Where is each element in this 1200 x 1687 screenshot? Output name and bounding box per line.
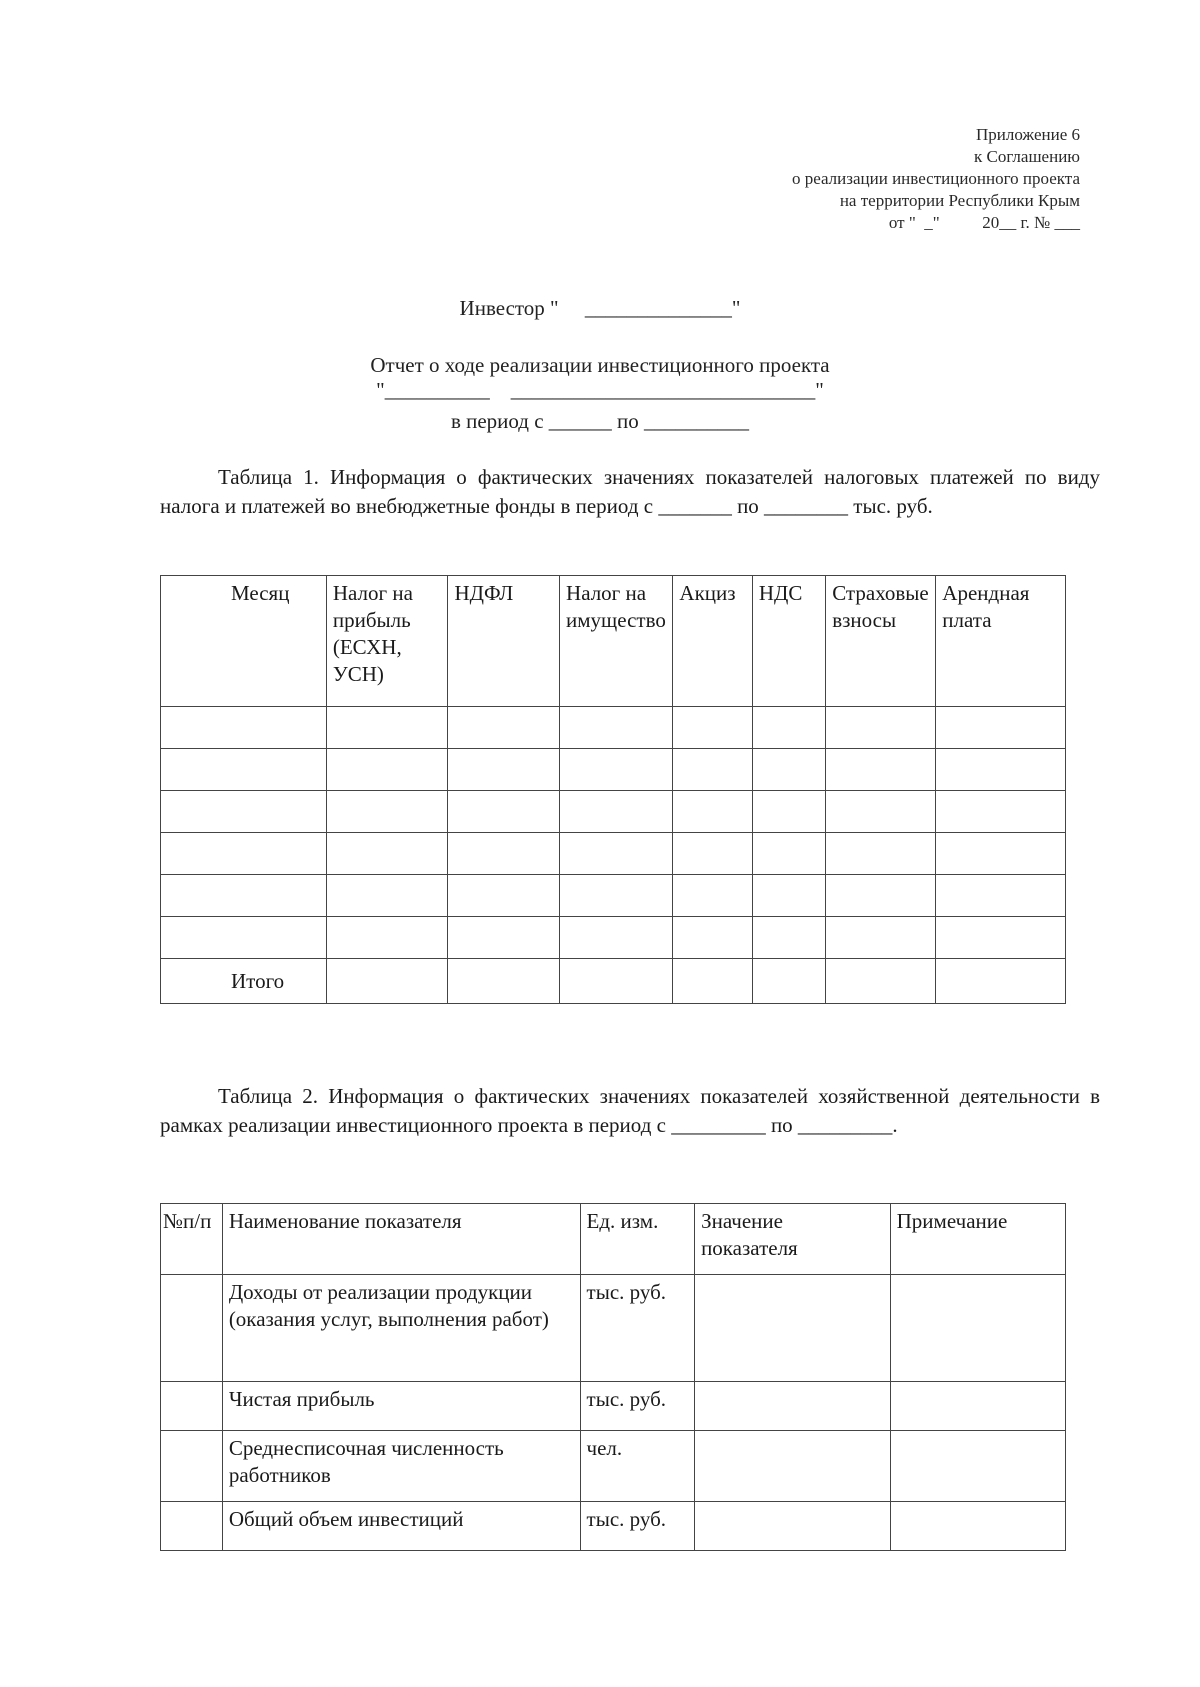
table-row: [161, 1382, 1066, 1431]
appendix-line-4: на территории Республики Крым: [839, 191, 1080, 210]
table-cell: [752, 791, 825, 833]
appendix-line-1: Приложение 6: [976, 125, 1080, 144]
table-cell: [826, 791, 936, 833]
tax-payments-table: [160, 575, 1066, 1004]
report-title: Отчет о ходе реализации инвестиционного проекта: [370, 353, 830, 377]
table-cell: [752, 917, 825, 959]
table-cell: [673, 917, 752, 959]
table-cell: [826, 875, 936, 917]
table-cell: [161, 749, 327, 791]
appendix-block: [792, 124, 1080, 234]
col-header-number: №п/п: [161, 1204, 223, 1275]
table-cell: [326, 749, 448, 791]
table-row: [161, 749, 1066, 791]
table-cell: [752, 959, 825, 1004]
table-cell: [448, 833, 560, 875]
appendix-line-2: к Соглашению: [973, 147, 1080, 166]
table-cell: [560, 833, 673, 875]
table-cell: [673, 749, 752, 791]
table-cell: [448, 707, 560, 749]
table-cell: [448, 959, 560, 1004]
table-cell: [673, 791, 752, 833]
table-cell: [448, 917, 560, 959]
table1-caption: Таблица 1. Информация о фактических значениях показателей налоговых платежей по виду налога и платежей во внебюджетные фонды в период с _______ по ________ тыс. руб.: [160, 465, 1100, 518]
table-cell: [161, 1382, 223, 1431]
col-header-month: Месяц: [161, 576, 327, 707]
col-header-indicator: Наименование показателя: [222, 1204, 580, 1275]
table-row: [161, 1502, 1066, 1551]
table-cell: [673, 707, 752, 749]
table-header-row: [161, 1204, 1066, 1275]
table-cell: [560, 791, 673, 833]
project-name-line: "__________ _____________________________": [376, 378, 824, 402]
table-cell: [560, 707, 673, 749]
table-cell: [161, 875, 327, 917]
table-header-row: [161, 576, 1066, 707]
table-cell: [560, 749, 673, 791]
total-row: [161, 959, 1066, 1004]
indicator-unit: тыс. руб.: [580, 1382, 695, 1431]
table-row: [161, 1431, 1066, 1502]
table-cell: [161, 833, 327, 875]
table-row: [161, 707, 1066, 749]
table-cell: [326, 707, 448, 749]
table-cell: [936, 875, 1066, 917]
table-cell: [326, 875, 448, 917]
col-header-insurance: Страховые взносы: [826, 576, 936, 707]
table-cell: [826, 749, 936, 791]
table-cell: [326, 917, 448, 959]
table-cell: [161, 1275, 223, 1382]
business-indicators-table: [160, 1203, 1066, 1551]
table-cell: [752, 707, 825, 749]
table-cell: [326, 791, 448, 833]
col-header-excise: Акциз: [673, 576, 752, 707]
table-cell: [890, 1275, 1065, 1382]
col-header-rent: Арендная плата: [936, 576, 1066, 707]
col-header-value: Значение показателя: [695, 1204, 891, 1275]
table-cell: [936, 917, 1066, 959]
table2-caption: Таблица 2. Информация о фактических значениях показателей хозяйственной деятельности в рамках реализации инвестиционного проекта в период с _________ по _________.: [160, 1084, 1100, 1137]
col-header-note: Примечание: [890, 1204, 1065, 1275]
table-cell: [936, 959, 1066, 1004]
table-row: [161, 1275, 1066, 1382]
col-header-property-tax: Налог на имущество: [560, 576, 673, 707]
table-cell: [752, 749, 825, 791]
indicator-name: Среднесписочная численность работников: [222, 1431, 580, 1502]
table-cell: [560, 875, 673, 917]
table-cell: [695, 1431, 891, 1502]
table-row: [161, 833, 1066, 875]
indicator-name: Общий объем инвестиций: [222, 1502, 580, 1551]
report-period: в период с ______ по __________: [450, 409, 750, 433]
appendix-line-3: о реализации инвестиционного проекта: [791, 169, 1080, 188]
table-cell: [161, 1502, 223, 1551]
appendix-line-5: от " _" 20__ г. № ___: [888, 213, 1080, 232]
indicator-unit: тыс. руб.: [580, 1275, 695, 1382]
indicator-name: Доходы от реализации продукции (оказания услуг, выполнения работ): [222, 1275, 580, 1382]
table-cell: [448, 749, 560, 791]
table-cell: [936, 749, 1066, 791]
table-cell: [161, 707, 327, 749]
table-cell: [890, 1502, 1065, 1551]
table-cell: [448, 875, 560, 917]
investor-line: Инвестор " ______________": [459, 296, 741, 320]
table-cell: [673, 833, 752, 875]
table-cell: [890, 1382, 1065, 1431]
table-cell: [673, 875, 752, 917]
table-cell: [826, 707, 936, 749]
table-cell: [161, 791, 327, 833]
table-cell: [936, 707, 1066, 749]
table-cell: [161, 917, 327, 959]
table-cell: [826, 833, 936, 875]
table-cell: [936, 791, 1066, 833]
col-header-ndfl: НДФЛ: [448, 576, 560, 707]
table-cell: [695, 1502, 891, 1551]
table-cell: [673, 959, 752, 1004]
table-cell: [560, 959, 673, 1004]
total-label: Итого: [161, 959, 327, 1004]
table-cell: [890, 1431, 1065, 1502]
table-cell: [826, 959, 936, 1004]
indicator-name: Чистая прибыль: [222, 1382, 580, 1431]
col-header-unit: Ед. изм.: [580, 1204, 695, 1275]
table-cell: [936, 833, 1066, 875]
col-header-vat: НДС: [752, 576, 825, 707]
table-cell: [161, 1431, 223, 1502]
table-cell: [326, 833, 448, 875]
indicator-unit: тыс. руб.: [580, 1502, 695, 1551]
table-cell: [752, 833, 825, 875]
table-cell: [752, 875, 825, 917]
table-cell: [448, 791, 560, 833]
indicator-unit: чел.: [580, 1431, 695, 1502]
table-row: [161, 917, 1066, 959]
table-row: [161, 875, 1066, 917]
table-cell: [560, 917, 673, 959]
table-cell: [326, 959, 448, 1004]
col-header-profit-tax: Налог на прибыль (ЕСХН, УСН): [326, 576, 448, 707]
table-row: [161, 791, 1066, 833]
table-cell: [695, 1382, 891, 1431]
table-cell: [695, 1275, 891, 1382]
table-cell: [826, 917, 936, 959]
